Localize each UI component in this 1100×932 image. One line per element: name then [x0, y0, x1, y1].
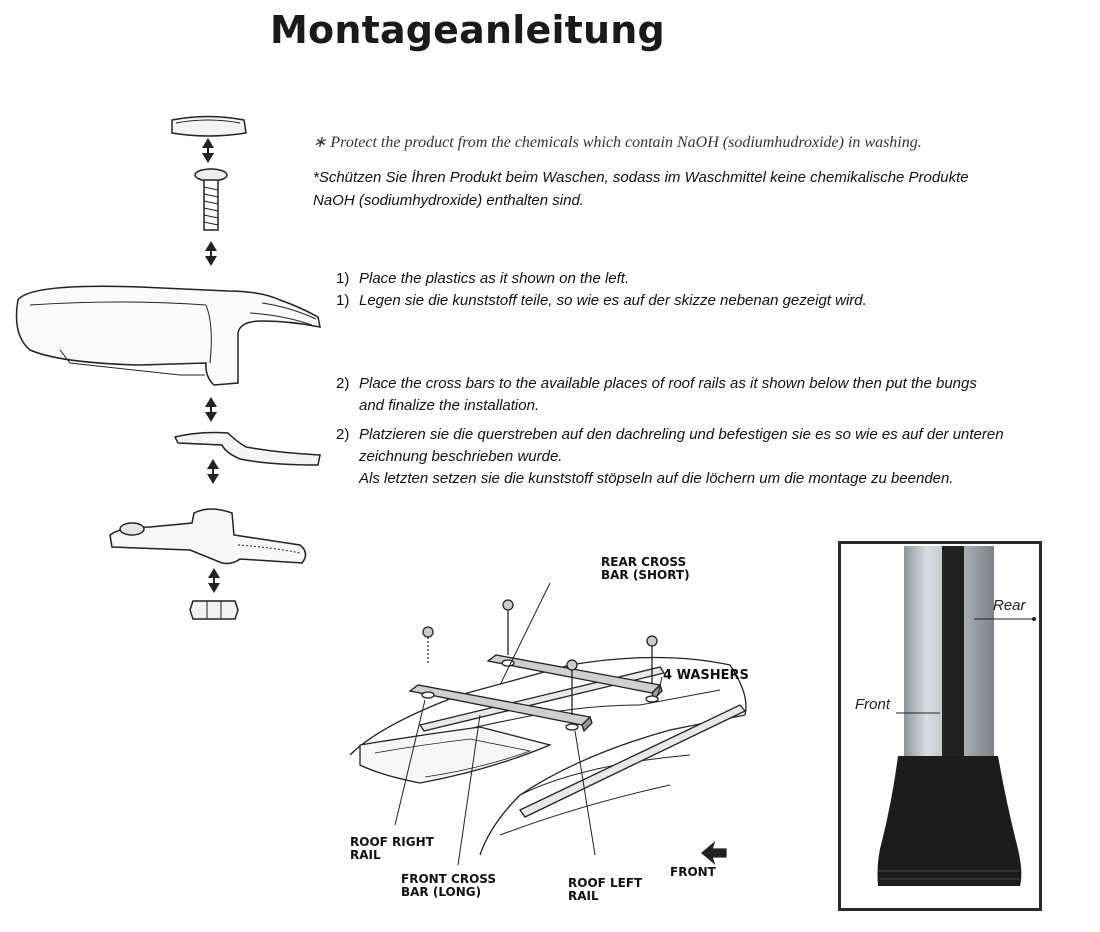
label-line: ROOF LEFT	[568, 876, 643, 890]
german-washing-note	[313, 166, 1073, 212]
step-1-english	[336, 268, 629, 290]
bolt-icon-2	[503, 600, 513, 655]
step-text: Platzieren sie die querstreben auf den dachreling und befestigen sie es so wie es auf der unteren	[359, 426, 1004, 443]
step-number: 2)	[336, 426, 350, 443]
german-note-line-1: *Schützen Sie İhren Produkt beim Waschen, sodass im Waschmittel keine chemikalische Produkte	[313, 169, 969, 186]
roof-left-rail	[520, 705, 745, 817]
label-line: RAIL	[350, 848, 381, 862]
step-2-german	[336, 424, 1004, 490]
step-text: Als letzten setzen sie die kunststoff stöpseln auf die löchern um die montage zu beenden.	[359, 470, 954, 487]
step-2-english	[336, 373, 977, 417]
step-text: zeichnung beschrieben wurde.	[359, 448, 563, 465]
step-text: Legen sie die kunststoff teile, so wie es auf der skizze nebenan gezeigt wird.	[359, 292, 867, 309]
front-cross-bar-label	[401, 873, 496, 899]
page-title: Montageanleitung	[270, 8, 665, 52]
step-number: 1)	[336, 270, 350, 287]
arrow-4	[207, 459, 219, 484]
top-cap-part	[172, 117, 246, 137]
step-1-german	[336, 290, 867, 312]
arrow-5	[208, 568, 220, 593]
front-arrow-icon	[702, 843, 726, 863]
rear-cross-bar-label	[601, 556, 690, 582]
washers-label: 4 WASHERS	[663, 668, 749, 683]
exploded-parts-illustration	[0, 95, 340, 635]
label-line: BAR (SHORT)	[601, 568, 690, 582]
nut-part	[190, 601, 238, 619]
photo-rear-label: Rear	[993, 597, 1026, 614]
clamp-part	[110, 509, 306, 564]
bolt-icon-1	[423, 627, 433, 665]
photo-front-label: Front	[855, 696, 891, 713]
arrow-2	[205, 241, 217, 266]
roof-right-rail-label	[350, 836, 434, 862]
label-line: BAR (LONG)	[401, 885, 482, 899]
step-text: Place the cross bars to the available places of roof rails as it shown below then put the bungs	[359, 375, 977, 392]
rail-end-cover-part	[17, 286, 321, 385]
arrow-3	[205, 397, 217, 422]
rubber-end-cap	[878, 756, 1022, 886]
step-number: 1)	[336, 292, 350, 309]
bolt-part	[195, 169, 227, 230]
arrow-1	[202, 138, 214, 163]
bar-channel	[942, 546, 964, 761]
label-line: ROOF RIGHT	[350, 835, 434, 849]
english-washing-note: ∗ Protect the product from the chemicals which contain NaOH (sodiumhudroxide) in washing.	[313, 134, 922, 151]
label-line: FRONT CROSS	[401, 872, 497, 886]
german-note-line-2: NaOH (sodiumhydroxide) enthalten sind.	[313, 192, 584, 209]
label-line: REAR CROSS	[601, 555, 687, 569]
step-number: 2)	[336, 375, 350, 392]
roof-left-rail-label	[568, 877, 642, 903]
base-plate-part	[175, 433, 320, 466]
label-line: RAIL	[568, 889, 599, 903]
step-text: Place the plastics as it shown on the left.	[359, 270, 630, 287]
step-text: and finalize the installation.	[359, 397, 540, 414]
sunroof	[360, 727, 550, 783]
front-direction-label: FRONT	[670, 865, 716, 879]
